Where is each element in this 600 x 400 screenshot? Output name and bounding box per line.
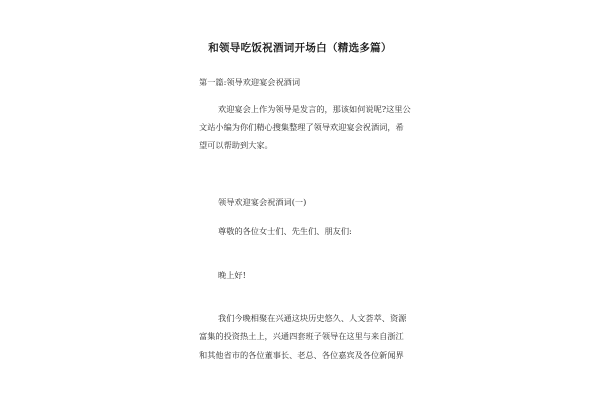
salutation: 尊敬的各位女士们、先生们、朋友们: — [218, 226, 352, 236]
intro-paragraph-line-3: 望可以帮助到大家。 — [199, 140, 273, 150]
section-heading: 第一篇:领导欢迎宴会祝酒词 — [199, 77, 301, 87]
body-paragraph-line-1: 我们今晚相聚在兴通这块历史悠久、人文荟萃、资源 — [218, 313, 407, 323]
body-paragraph-line-3: 和其他省市的各位董事长、老总、各位嘉宾及各位新闻界 — [199, 350, 404, 360]
body-paragraph-line-2: 富集的投资热土上，兴通四套班子领导在这里与来自浙江 — [199, 331, 404, 341]
intro-paragraph-line-1: 欢迎宴会上作为领导是发言的，那该如何说呢?这里公 — [218, 104, 411, 114]
speech-title: 领导欢迎宴会祝酒词(一) — [218, 197, 307, 207]
document-title: 和领导吃饭祝酒词开场白（精选多篇） — [208, 42, 392, 54]
greeting: 晚上好! — [218, 270, 246, 280]
intro-paragraph-line-2: 文站小编为你们精心搜集整理了领导欢迎宴会祝酒词，希 — [199, 122, 404, 132]
